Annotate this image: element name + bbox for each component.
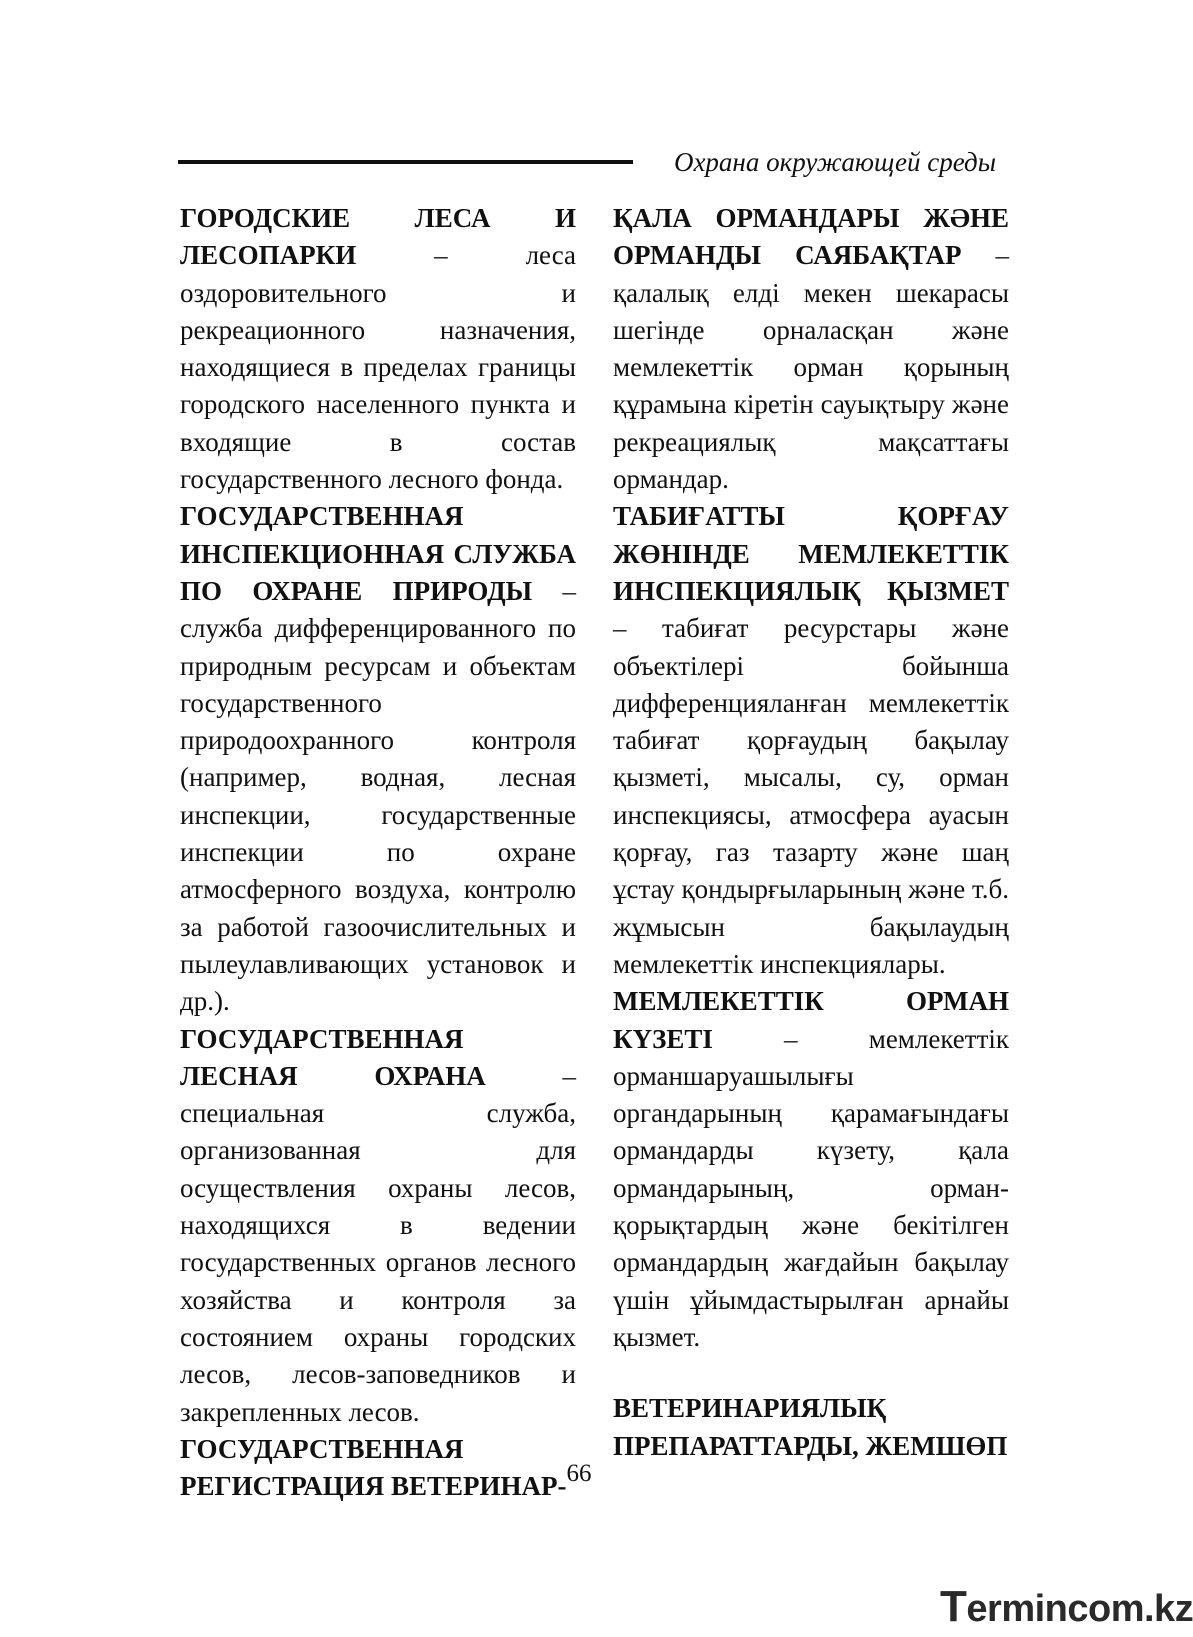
glossary-entry <box>613 498 1009 983</box>
glossary-entry <box>180 200 576 498</box>
entry-term: ВЕТЕРИНАРИЯЛЫҚ ПРЕПАРАТТАРДЫ, ЖЕМШӨП <box>613 1393 1008 1461</box>
entry-term: МЕМЛЕКЕТТІК ОРМАН КҮЗЕТІ <box>613 986 1009 1054</box>
entry-term: ГОСУДАРСТВЕННАЯ РЕГИСТРАЦИЯ ВЕТЕРИНАР- <box>180 1433 567 1502</box>
entry-term: ҚАЛА ОРМАНДАРЫ ЖӘНЕ ОРМАНДЫ САЯБАҚТАР <box>613 203 1009 271</box>
entry-definition: – табиғат ресурстары және объектілері бойынша дифференцияланған мемлекеттік табиғат қорғаудың бақылау қызметі, мысалы, су, орман инспекциясы, атмосфера ауасын қорғау, газ тазарту және шаң ұстау қондырғыларының және т.б. жұмысын бақылаудың мемлекеттік инспекциялары. <box>613 613 1009 979</box>
entry-term: ГОСУДАРСТВЕННАЯ ЛЕСНАЯ ОХРАНА <box>180 1023 486 1091</box>
entry-definition: – специальная служба, организованная для осуществления охраны лесов, находящихся в ведении государственных органов лесного хозяйства и контроля за состоянием охраны городских лесов, лесов-заповедников и закрепленных лесов. <box>180 1060 576 1427</box>
running-header-title: Охрана окружающей среды <box>673 147 996 177</box>
glossary-entry <box>613 983 1009 1356</box>
watermark-initial: T <box>940 1582 967 1631</box>
header-rule <box>178 160 633 164</box>
entry-definition: – служба дифференцированного по природным ресурсам и объектам государственного природоохранного контроля (например, водная, лесная инспекции, государственные инспекции по охране атмосферного воздуха, контролю за работой газоочислительных и пылеулавливающих установок и др.). <box>180 575 576 1017</box>
entry-definition: – мемлекеттік орманшаруашылығы органдарының қарамағындағы ормандарды күзету, қала ормандарының, орман-қорықтардың және бекітілген ормандардың жағдайын бақылау үшін ұйымдастырылған арнайы қызмет. <box>613 1023 1009 1352</box>
right-column-kazakh <box>613 200 1009 1465</box>
left-column-russian <box>180 200 576 1505</box>
entry-spacer <box>613 1356 1009 1390</box>
glossary-entry <box>613 200 1009 498</box>
glossary-entry <box>180 1021 576 1431</box>
entry-term: ГОРОДСКИЕ ЛЕСА И ЛЕСОПАРКИ <box>180 203 576 271</box>
watermark-logo <box>940 1582 1193 1632</box>
entry-term: ГОСУДАРСТВЕННАЯ ИНСПЕКЦИОННАЯ СЛУЖБА ПО ОХРАНЕ ПРИРОДЫ <box>180 501 576 606</box>
glossary-entry <box>180 498 576 1020</box>
entry-definition: – леса оздоровительного и рекреационного назначения, находящиеся в пределах границы городского населенного пункта и входящие в состав государственного лесного фонда. <box>180 240 576 495</box>
entry-term: ТАБИҒАТТЫ ҚОРҒАУ ЖӨНІНДЕ МЕМЛЕКЕТТІК ИНСПЕКЦИЯЛЫҚ ҚЫЗМЕТ <box>613 501 1009 606</box>
page-number: 66 <box>566 1460 592 1487</box>
watermark-text: ermincom.kz <box>966 1588 1193 1630</box>
entry-definition: – қалалық елді мекен шекарасы шегінде орналасқан және мемлекеттік орман қорының құрамына кіретін сауықтыру және рекреациялық мақсаттағы ормандар. <box>613 240 1009 495</box>
glossary-entry <box>613 1390 1009 1465</box>
